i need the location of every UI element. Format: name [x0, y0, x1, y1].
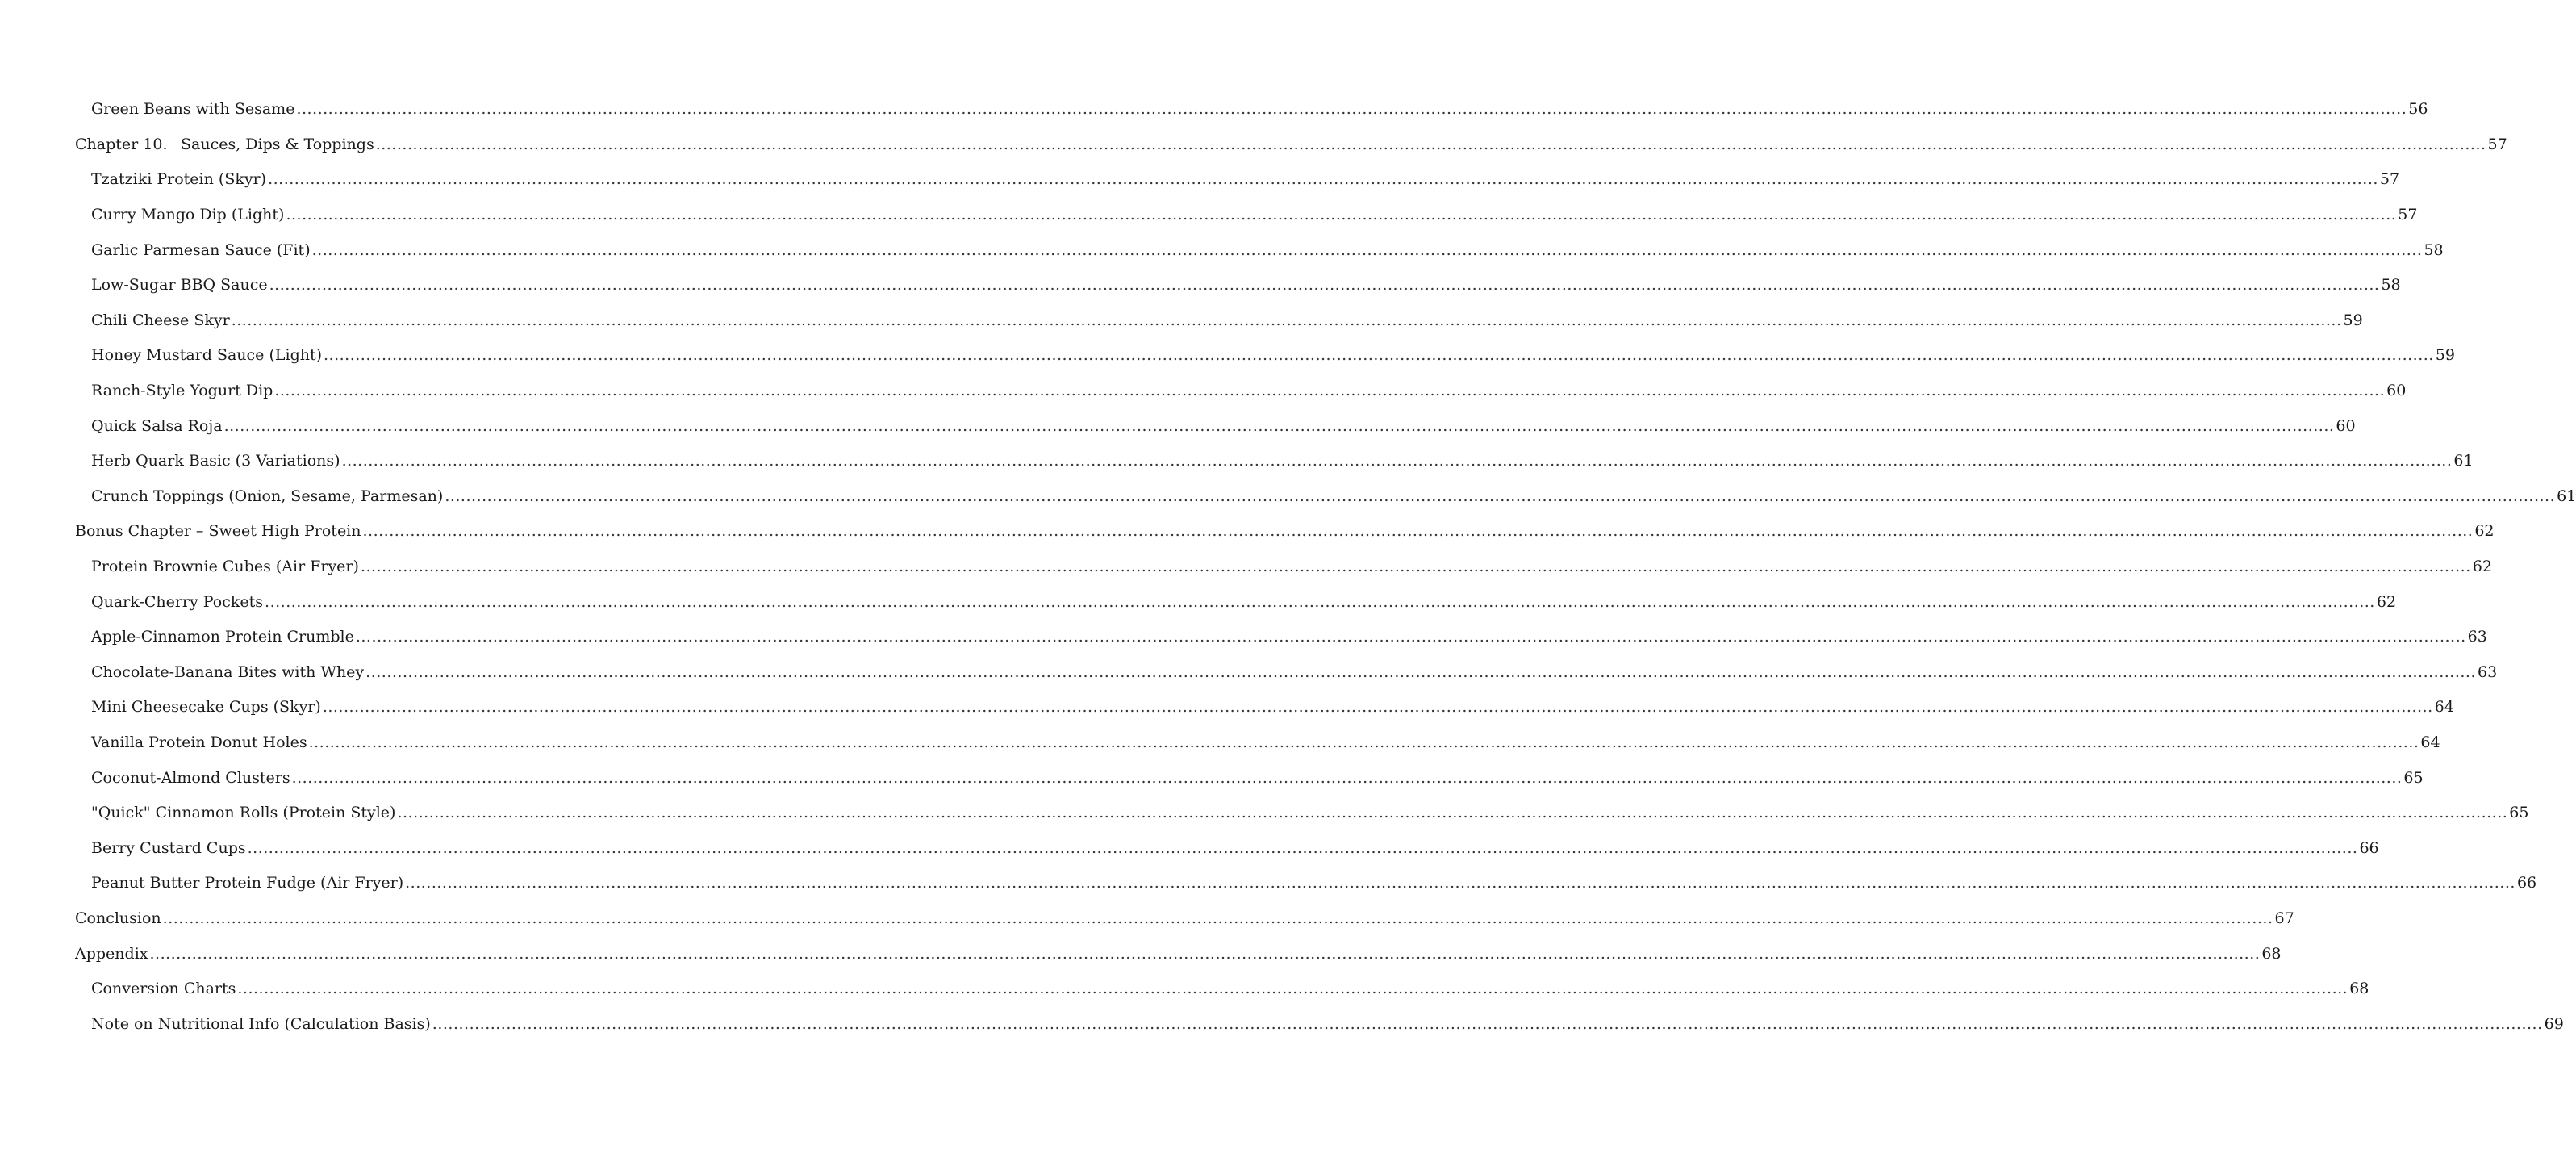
toc-entry-page-number: 64: [2434, 698, 2454, 717]
toc-entry-label: [91, 592, 264, 611]
dot-leader: ................................................................................................................................................................................................................................................................................................................................................................................................................: [324, 346, 2434, 365]
toc-entry[interactable]: [0, 338, 2456, 374]
dot-leader: ................................................................................................................................................................................................................................................................................................................................................................................................................: [432, 1014, 2543, 1033]
toc-entry-title: Crunch Toppings (Onion, Sesame, Parmesan): [91, 487, 444, 505]
dot-leader: ................................................................................................................................................................................................................................................................................................................................................................................................................: [296, 100, 2407, 119]
toc-entry[interactable]: [0, 796, 2529, 831]
toc-entry-label: [91, 313, 230, 328]
dot-leader: ................................................................................................................................................................................................................................................................................................................................................................................................................: [274, 382, 2386, 400]
toc-entry[interactable]: [0, 162, 2400, 198]
toc-entry-title: Vanilla Protein Donut Holes: [91, 733, 307, 751]
dot-leader: ................................................................................................................................................................................................................................................................................................................................................................................................................: [365, 663, 2476, 681]
toc-entry[interactable]: [0, 303, 2363, 339]
toc-entry-title: Green Beans with Sesame: [91, 100, 295, 119]
toc-entry-label: [91, 207, 284, 223]
toc-entry-title: Honey Mustard Sauce (Light): [91, 346, 323, 365]
toc-entry-label: [91, 981, 236, 997]
toc-entry[interactable]: [0, 936, 2282, 972]
toc-entry-label: [91, 559, 359, 575]
toc-entry-page-number: 57: [2398, 206, 2418, 224]
dot-leader: ................................................................................................................................................................................................................................................................................................................................................................................................................: [355, 628, 2466, 646]
toc-entry[interactable]: [0, 1006, 2564, 1042]
toc-entry-label: [91, 240, 311, 259]
toc-entry-label: [91, 416, 223, 435]
toc-entry-page-number: 58: [2424, 240, 2444, 259]
toc-entry-label: [91, 838, 246, 857]
toc-entry-label: [91, 348, 322, 363]
toc-entry-page-number: 56: [2408, 100, 2428, 119]
toc-entry-page-number: 61: [2557, 487, 2576, 505]
toc-entry[interactable]: [0, 866, 2537, 901]
toc-entry-label: [91, 768, 290, 787]
toc-entry-page-number: 65: [2403, 768, 2424, 787]
toc-entry-page-number: 60: [2386, 382, 2407, 400]
toc-entry-label: [91, 102, 294, 117]
toc-entry-page-number: 58: [2381, 276, 2401, 295]
toc-entry[interactable]: [0, 374, 2407, 409]
toc-entry-page-number: 64: [2420, 733, 2440, 751]
toc-entry-page-number: 66: [2359, 838, 2379, 857]
toc-entry-page-number: 69: [2544, 1014, 2564, 1033]
toc-entry-label: [91, 1014, 431, 1033]
toc-entry-label: [75, 944, 148, 963]
toc-entry[interactable]: [0, 830, 2379, 866]
toc-entry-label: [91, 665, 364, 680]
toc-entry-label: [91, 876, 403, 891]
dot-leader: ................................................................................................................................................................................................................................................................................................................................................................................................................: [237, 980, 2348, 998]
dot-leader: ................................................................................................................................................................................................................................................................................................................................................................................................................: [291, 768, 2403, 787]
toc-entry-title: Sauces, Dips & Toppings: [181, 135, 374, 153]
toc-entry-title: Tzatziki Protein (Skyr): [91, 170, 267, 189]
dot-leader: ................................................................................................................................................................................................................................................................................................................................................................................................................: [231, 311, 2342, 329]
dot-leader: ................................................................................................................................................................................................................................................................................................................................................................................................................: [322, 698, 2433, 717]
toc-entry-page-number: 62: [2472, 558, 2492, 576]
toc-entry-title: Conclusion: [75, 909, 161, 927]
toc-entry-label: [75, 911, 161, 926]
toc-entry-title: Ranch-Style Yogurt Dip: [91, 382, 273, 400]
dot-leader: ................................................................................................................................................................................................................................................................................................................................................................................................................: [405, 874, 2515, 892]
toc-entry-title: Note on Nutritional Info (Calculation Basis): [91, 1014, 431, 1033]
toc-entry[interactable]: [0, 690, 2454, 725]
dot-leader: ................................................................................................................................................................................................................................................................................................................................................................................................................: [375, 135, 2486, 153]
toc-entry-label: [91, 454, 340, 469]
toc-entry[interactable]: [0, 92, 2428, 127]
dot-leader: ................................................................................................................................................................................................................................................................................................................................................................................................................: [308, 733, 2419, 751]
dot-leader: ................................................................................................................................................................................................................................................................................................................................................................................................................: [341, 452, 2453, 470]
dot-leader: ................................................................................................................................................................................................................................................................................................................................................................................................................: [362, 522, 2474, 541]
toc-entry-title: Mini Cheesecake Cups (Skyr): [91, 698, 321, 717]
toc-entry-title: Apple-Cinnamon Protein Crumble: [91, 628, 354, 646]
toc-entry-label: [75, 524, 361, 539]
toc-entry[interactable]: [0, 479, 2576, 515]
toc-entry-page-number: 63: [2467, 628, 2487, 646]
toc-entry-page-number: 57: [2487, 135, 2507, 153]
toc-entry[interactable]: [0, 198, 2418, 233]
toc-entry[interactable]: [0, 550, 2492, 585]
toc-entry-title: Berry Custard Cups: [91, 838, 246, 857]
toc-entry-page-number: 62: [2474, 522, 2495, 541]
toc-entry-title: Conversion Charts: [91, 980, 236, 998]
table-of-contents: [0, 92, 2576, 1042]
toc-entry-label: [91, 805, 395, 821]
toc-entry-title: Peanut Butter Protein Fudge (Air Fryer): [91, 874, 404, 892]
toc-entry-title: Coconut-Almond Clusters: [91, 768, 290, 787]
dot-leader: ................................................................................................................................................................................................................................................................................................................................................................................................................: [360, 558, 2471, 576]
toc-entry-page-number: 66: [2516, 874, 2537, 892]
toc-entry-label: [91, 629, 354, 645]
toc-entry-page-number: 68: [2349, 980, 2369, 998]
toc-entry-title: Garlic Parmesan Sauce (Fit): [91, 240, 311, 259]
dot-leader: ................................................................................................................................................................................................................................................................................................................................................................................................................: [247, 838, 2358, 857]
dot-leader: ................................................................................................................................................................................................................................................................................................................................................................................................................: [162, 909, 2273, 927]
toc-entry-title: Quick Salsa Roja: [91, 416, 223, 435]
dot-leader: ................................................................................................................................................................................................................................................................................................................................................................................................................: [397, 804, 2508, 822]
toc-entry-page-number: 61: [2453, 452, 2474, 470]
toc-entry[interactable]: [0, 620, 2487, 655]
toc-entry[interactable]: [0, 444, 2474, 479]
toc-entry[interactable]: [0, 655, 2498, 691]
toc-entry-title: Appendix: [75, 944, 148, 963]
toc-entry-page-number: 63: [2478, 663, 2498, 681]
toc-entry-page-number: 57: [2379, 170, 2400, 189]
dot-leader: ................................................................................................................................................................................................................................................................................................................................................................................................................: [311, 240, 2423, 259]
dot-leader: ................................................................................................................................................................................................................................................................................................................................................................................................................: [286, 206, 2397, 224]
toc-entry[interactable]: [0, 268, 2401, 303]
toc-entry-label: [91, 383, 273, 399]
toc-entry[interactable]: [0, 725, 2440, 761]
dot-leader: ................................................................................................................................................................................................................................................................................................................................................................................................................: [269, 276, 2380, 295]
toc-entry-page-number: 65: [2509, 804, 2529, 822]
toc-entry-page-number: 62: [2376, 592, 2397, 611]
dot-leader: ................................................................................................................................................................................................................................................................................................................................................................................................................: [265, 592, 2375, 611]
toc-entry-title: Chili Cheese Skyr: [91, 311, 230, 329]
toc-entry-page-number: 59: [2343, 311, 2363, 329]
chapter-number: Chapter 10.: [75, 135, 168, 153]
toc-entry[interactable]: [0, 760, 2424, 796]
dot-leader: ................................................................................................................................................................................................................................................................................................................................................................................................................: [445, 487, 2556, 505]
toc-entry-title: Low-Sugar BBQ Sauce: [91, 276, 268, 295]
toc-entry-page-number: 68: [2261, 944, 2282, 963]
toc-entry[interactable]: [0, 584, 2397, 620]
toc-entry[interactable]: [0, 514, 2495, 550]
toc-entry[interactable]: [0, 408, 2356, 444]
dot-leader: ................................................................................................................................................................................................................................................................................................................................................................................................................: [149, 944, 2261, 963]
toc-entry-title: Chocolate-Banana Bites with Whey: [91, 663, 365, 681]
toc-entry-page-number: 67: [2274, 909, 2294, 927]
dot-leader: ................................................................................................................................................................................................................................................................................................................................................................................................................: [268, 170, 2378, 189]
toc-entry[interactable]: [0, 901, 2294, 937]
toc-entry-page-number: 60: [2336, 416, 2356, 435]
toc-entry-title: Protein Brownie Cubes (Air Fryer): [91, 558, 359, 576]
toc-entry-title: Quark-Cherry Pockets: [91, 592, 264, 611]
toc-entry[interactable]: [0, 972, 2369, 1007]
toc-entry-label: [91, 735, 307, 750]
toc-entry-label: [91, 172, 266, 187]
toc-entry-label: [91, 700, 321, 715]
toc-entry-title: Herb Quark Basic (3 Variations): [91, 452, 340, 470]
toc-entry-title: Curry Mango Dip (Light): [91, 206, 285, 224]
toc-entry-label: [91, 278, 268, 293]
toc-entry-title: "Quick" Cinnamon Rolls (Protein Style): [91, 804, 396, 822]
toc-entry-title: Bonus Chapter – Sweet High Protein: [75, 522, 361, 541]
toc-entry-page-number: 59: [2435, 346, 2456, 365]
toc-entry[interactable]: [0, 127, 2507, 163]
toc-entry-label: [75, 137, 374, 153]
toc-entry[interactable]: [0, 232, 2444, 268]
dot-leader: ................................................................................................................................................................................................................................................................................................................................................................................................................: [223, 416, 2335, 435]
toc-entry-label: [91, 489, 443, 504]
